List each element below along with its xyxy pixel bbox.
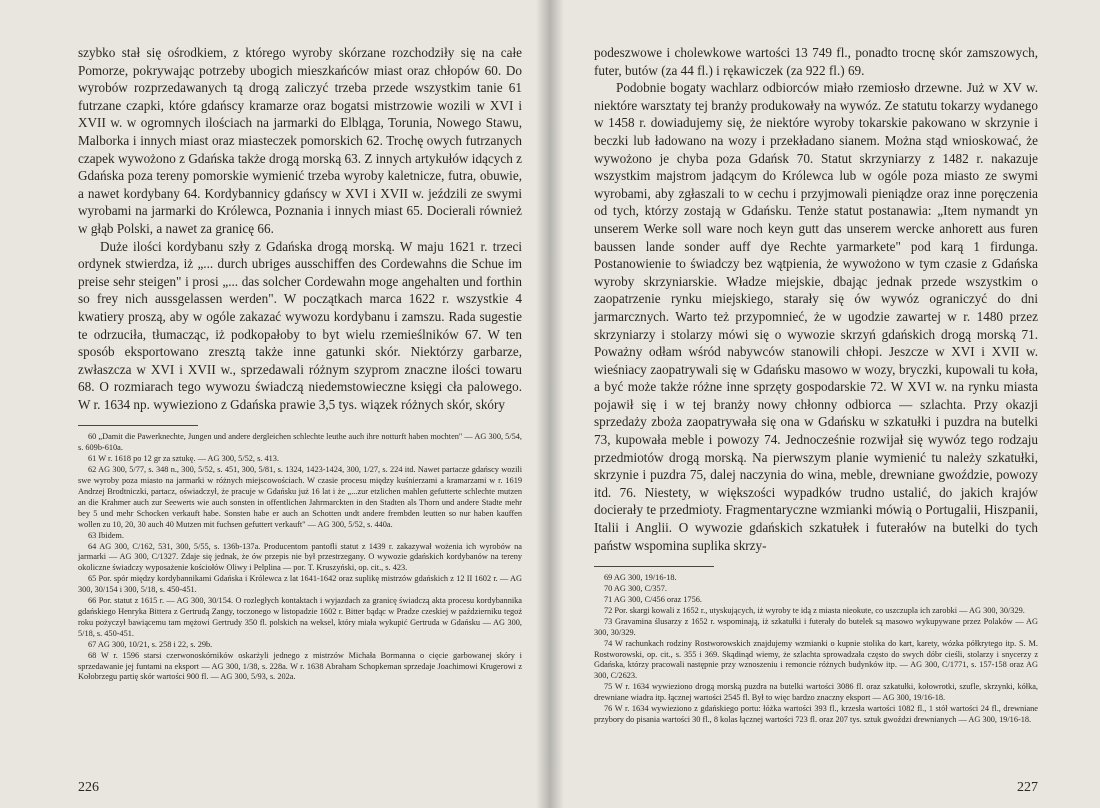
footnote-66: 66 Por. statut z 1615 r. — AG 300, 30/154. O rozległych kontaktach i wyjazdach za granicę świadczą akta procesu kordybannika gdańskiego Henryka Bittera z Gertrudą Zangy, toczonego w listopadzie 1602 r. Bitter bądąc w Pradze czeskiej w październiku tegoż roku pożyczył bawiącemu tam mężowi Gertrudy 350 fl. polskich na weksel, który miała wykupić Gertruda w Gdańsku — AG 300, 5/18, s. 450-451. [78,596,522,638]
footnote-71: 71 AG 300, C/456 oraz 1756. [604,595,702,605]
footnote-rule [78,425,198,426]
footnote-76: 76 W r. 1634 wywieziono z gdańskiego portu: łóżka wartości 393 fl., krzesła wartości 1082 fl., 1 stół wartości 24 fl., drewniane przybory do pisania wartości 30 fl., 8 kolas łącznej wartości 723 fl. oraz 207 tys. sztuk gwoździ drewnianych — AG 300, 19/16-18. [594,704,1038,724]
right-paragraph-1: podeszwowe i cholewkowe wartości 13 749 fl., ponadto trocnę skór zamszowych, futer, butów (za 44 fl.) i rękawiczek (za 922 fl.) 69. [594,45,1038,78]
right-body-text [594,44,1038,554]
page-number-left: 226 [78,780,99,795]
left-body-text [78,44,522,413]
footnote-65: 65 Por. spór między kordybannikami Gdańska i Królewca z lat 1641-1642 oraz suplikę mistrzów gdańskich z 12 II 1602 r. — AG 300, 30/154 i 300, 5/18, s. 450-451. [78,574,522,595]
footnote-64: 64 AG 300, C/162, 531, 300, 5/55, s. 136b-137a. Producentom pantofli statut z 1439 r. zakazywał wożenia ich wyrobów na jarmarki — AG 300, C/1327. Zdaje się jednak, że ów przepis nie był przestrzegany. O wywozie gdańskich kordybanów na tereny okoliczne świadczy wyposażenie kościołów Oliwy i Pelplina — por. T. Kruszyński, op. cit., s. 423. [78,541,522,573]
footnote-74: 74 W rachunkach rodziny Rostworowskich znajdujemy wzmianki o kupnie stolika do kart, karety, wózka półkrytego itp. S. M. Rostworowski, op. cit., s. 355 i 369. Skądinąd wiemy, że szlachta sprowadzała często do swych dóbr cieśli, stolarzy i snycerzy z Gdańska, którzy pracowali następnie przy wznoszeniu i remoncie różnych budynków itp. — AG 300, C/1771, s. 157-158 oraz AG 300, C/2623. [594,638,1038,681]
left-paragraph-2: Duże ilości kordybanu szły z Gdańska drogą morską. W maju 1621 r. trzeci ordynek stwierdza, iż „... durch ubriges ausschiffen des Cordewahns die Schue im preise sehr steigen" i prosi „... das solcher Cordewahn moge angehalten und forthin so frey nich aussgelassen werden". W początkach marca 1622 r. wszystkie 4 kwatiery proszą, aby w ogóle zakazać wywozu kordybanu i zamszu. Rada sugestie te odrzuciła, tłumacząc, iż podkopałoby to byt wielu rzemieślników 67. W ten sposób eksportowano zresztą także inne gatunki skór. Niektórzy garbarze, zwłaszcza w XVI i XVII w., sprzedawali różnym szyprom znaczne ilości towaru 68. O rozmiarach tego wywozu świadczą niedemstowieczne księgi cła palowego. W r. 1634 np. wywieziono z Gdańska prawie 3,5 tys. wiązek różnych skór, skóry [78,238,522,412]
footnote-60: 60 „Damit die Pawerknechte, Jungen und andere dergleichen schlechte leuthe auch ihre notturft haben mochten" — AG 300, 5/54, s. 609b-610a. [78,432,522,453]
right-footnotes [594,573,1038,726]
book-gutter-shadow [536,0,564,808]
page-number-right: 227 [1017,780,1038,795]
right-paragraph-2: Podobnie bogaty wachlarz odbiorców miało rzemiosło drzewne. Już w XV w. niektóre warsztaty tej branży produkowały na wywóz. Ze statutu tokarzy wydanego w 1458 r. dowiadujemy się, że niektóre wyroby tokarskie pakowano w skrzynie i beczki lub ładowano na wozy i przekładano sianem. Można stąd wnioskować, że wywożono je chyba poza Gdańsk 70. Statut skrzyniarzy z 1482 r. nakazuje wszystkim majstrom jadącym do Królewca lub w ogóle poza miasto ze swymi wyrobami, aby zgłaszali to w cechu i przyjmowali pieniądze oraz inne poręczenia od tych, którzy zostają w Gdańsku. Tenże statut postanawia: „Item nymandt yn unserem Werke soll ware noch keyn gutt das unserem wercke anhorett aus furen baussen lande sonder auff dye Rechte yarmarkete" pod karą 1 firdunga. Postanowienie to świadczy bez wątpienia, że wywożono w tym czasie z Gdańska wyroby skrzyniarskie. Władze miejskie, dbając jednak przede wszystkim o zaopatrzenie rynku miejskiego, starały się ów wywóz ograniczyć do dni jarmarcznych. Warto też przypomnieć, że w ugodzie zawartej w r. 1480 przez skrzyniarzy i stolarzy mówi się o wywozie skrzyń gdańskich drogą morską 71. Poważny odłam wśród nabywców stanowili chłopi. Jeszcze w XVI i XVII w. wieśniacy zaopatrywali się w Gdańsku masowo w wozy, bryczki, kupowali tu koła, a być może także różne inne sprzęty gospodarskie 72. W XVI w. na rynku miasta pojawił się i w tej branży nowy chłonny odbiorca — szlachta. Przy okazji sprzedaży zboża zaopatrywała się ona w Gdańsku w szkatułki i puzdra na butelki 73, kupowała meble i powozy 74. Jednocześnie rozwijał się wywóz tego rodzaju przedmiotów drogą morską. Na pierwszym planie wymienić tu należy szkatułki, skrzynie i puzdra 75, dalej naczynia do wina, meble, drewniane gwoździe, powozy itd. 76. Niestety, w większości wypadków trudno ustalić, do jakich krajów docierały te przedmioty. Fragmentaryczne wzmianki mówią o Portugalii, Hiszpanii, Italii i Anglii. O wywozie gdańskich szkatułek i futerałów na butelki do tych państw wspomina suplika skrzy- [594,80,1038,553]
footnote-68: 68 W r. 1596 starsi czerwonoskórników oskarżyli jednego z mistrzów Michała Bormanna o cięcie garbowanej skóry i sprzedawanie jej funtami na eksport — AG 300, 1/38, s. 228a. W r. 1638 Abraham Schopkeman sprzedaje Joachimowi Krugerowi z Kołobrzegu partię skór wartości 900 fl. — AG 300, 5/93, s. 202a. [78,650,522,682]
footnote-73: 73 Gravamina ślusarzy z 1652 r. wspominają, iż szkatułki i futerały do butelek są masowo wykupywane przez Polaków — AG 300, 30/329. [594,616,1038,637]
footnote-63: 63 Ibidem. [88,530,124,540]
right-page [550,0,1100,808]
footnote-67: 67 AG 300, 10/21, s. 258 i 22, s. 29b. [88,639,213,649]
footnote-75: 75 W r. 1634 wywieziono drogą morską puzdra na butelki wartości 3086 fl. oraz szkatułki, kołowrotki, szufle, skrzynki, kółka, drewniane wiadra itp. łącznej wartości 2545 fl. Był to więc bardzo znaczny eksport — AG 300, 19/16-18. [594,682,1038,703]
footnote-70: 70 AG 300, C/357. [604,584,667,594]
footnote-61: 61 W r. 1618 po 12 gr za sztukę. — AG 300, 5/52, s. 413. [88,454,279,464]
left-paragraph-1: szybko stał się ośrodkiem, z którego wyroby skórzane rozchodziły się na całe Pomorze, pokrywając potrzeby ubogich mieszkańców miast oraz chłopów 60. Do wyrobów rozprzedawanych tą drogą zaliczyć trzeba przede wszystkim tanie 61 futrzane czapki, które gdańscy kramarze oraz bogatsi mistrzowie wozili w XVI i XVII w. w ogromnych ilościach na jarmarki do Elbląga, Torunia, Nowego Stawu, Malborka i innych miast oraz miasteczek pomorskich 62. Trochę owych futrzanych czapek wywożono z Gdańska także drogą morską 63. Z innych artykułów idących z Gdańska poza tereny pomorskie wymienić trzeba wyroby kaletnicze, futra, obuwie, a nawet kordybany 64. Kordybannicy gdańscy w XVI i XVII w. jeździli ze swymi wyrobami na jarmarki do Królewca, Poznania i innych miast 65. Docierali również w głąb Polski, a nawet za granicę 66. [78,45,522,236]
footnote-62: 62 AG 300, 5/77, s. 348 n., 300, 5/52, s. 451, 300, 5/81, s. 1324, 1423-1424, 300, 1/27, s. 224 itd. Nawet partacze gdańscy wozili swe wyroby poza miasto na jarmarki w różnych miejscowościach. W czasie procesu między kuśnierzami a kramarzami w r. 1619 Andrzej Brodtniczki, partacz, oświadczył, że pracuje w Gdańsku już 16 lat i że „...zur etzlichen mahlen gefutterte schlechte mutzen an die Krahmer auch zur Seewerts wie auch sonsten in offentlichen Jahrmarckten in den Stadten als Thorn und andere Stadte mehr bey 5 und mehr Schocken verkauft habe. Sonsten habe er auch an Schotten undt andere frembden leutten so nur haben kauffen wollen zu 10, 20, 30 auch 40 Mutzen mit fuchsen gefuttert verkauft" — AG 300, 5/52, s. 440a. [78,465,522,529]
footnote-rule [594,566,714,567]
footnote-72: 72 Por. skargi kowali z 1652 r., utyskujących, iż wyroby te idą z miasta nieokute, co uszczupla ich zarobki — AG 300, 30/329. [604,605,1025,615]
left-footnotes [78,432,522,683]
footnote-69: 69 AG 300, 19/16-18. [604,573,677,583]
